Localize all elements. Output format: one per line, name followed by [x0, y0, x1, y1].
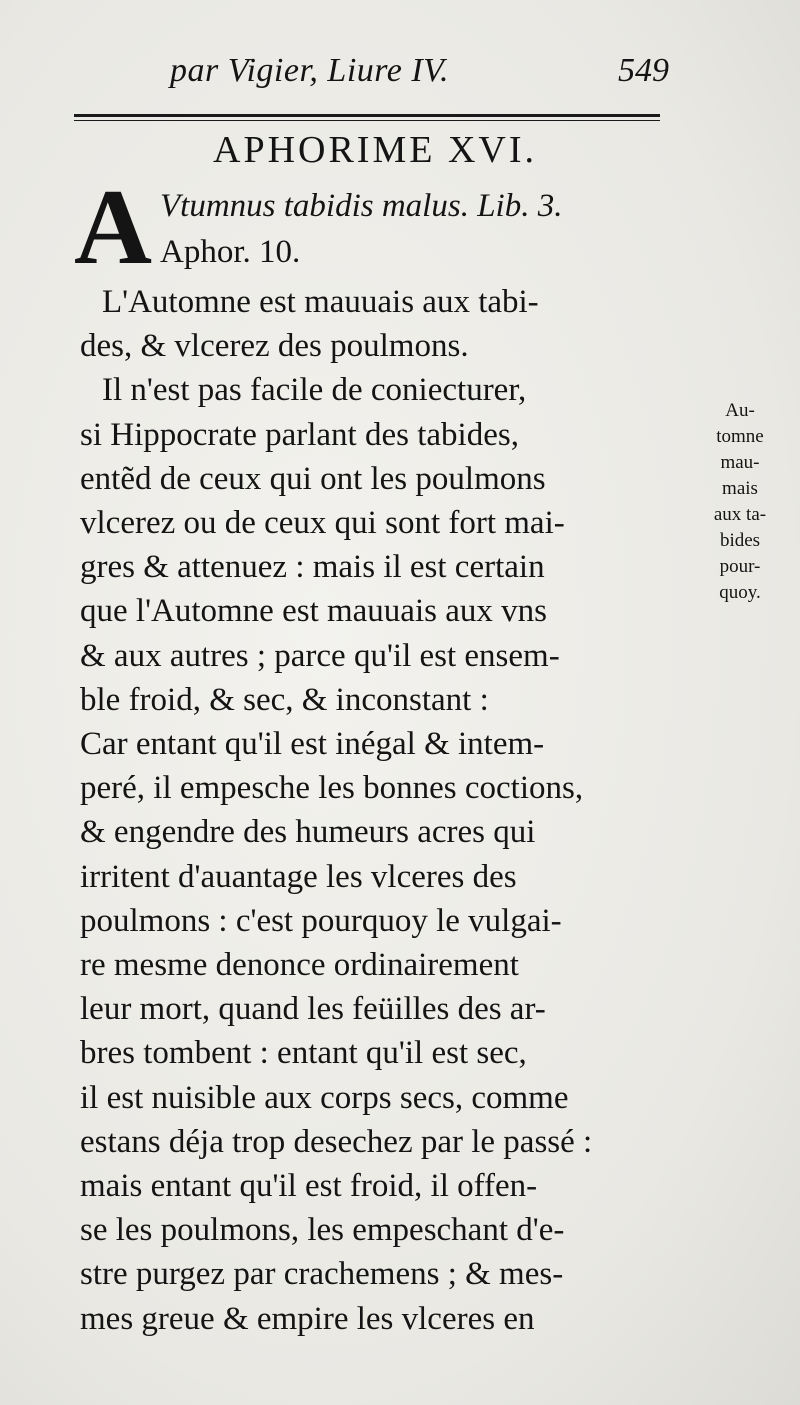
- header-rule: [74, 114, 660, 117]
- margin-note-line: mau-: [720, 452, 760, 473]
- margin-note-line: tomne: [716, 426, 764, 447]
- header-rule-thin: [74, 120, 660, 121]
- text-line: il est nuisible aux corps secs, comme: [80, 1079, 569, 1116]
- text-line: & engendre des humeurs acres qui: [80, 814, 536, 851]
- text-line: des, & vlcerez des poulmons.: [80, 328, 469, 365]
- text-line: Car entant qu'il est inégal & intem-: [80, 726, 545, 762]
- latin-line: Vtumnus tabidis malus. Lib. 3.: [160, 188, 563, 224]
- margin-note-line: bides: [719, 530, 761, 551]
- text-line: poulmons : c'est pourquoy le vulgai-: [80, 902, 562, 939]
- margin-note-line: mais: [722, 478, 758, 499]
- text-line: se les poulmons, les empeschant d'e-: [80, 1212, 565, 1249]
- text-line: stre purgez par crachemens ; & mes-: [80, 1256, 564, 1293]
- text-line: entẽd de ceux qui ont les poulmons: [80, 460, 546, 497]
- running-head: par Vigier, Liure IV.: [170, 52, 450, 89]
- margin-note: [690, 398, 790, 606]
- text-line: re mesme denonce ordinairement: [80, 947, 519, 983]
- text-line: Il n'est pas facile de coniecturer,: [102, 372, 527, 409]
- drop-cap: A: [74, 168, 152, 287]
- margin-note-line: Au-: [725, 400, 755, 421]
- margin-note-line: quoy.: [719, 582, 761, 603]
- page-number: 549: [618, 52, 669, 89]
- text-line: L'Automne est mauuais aux tabi-: [102, 284, 539, 320]
- text-line: bres tombent : entant qu'il est sec,: [80, 1035, 527, 1072]
- text-line: que l'Automne est mauuais aux vns: [80, 593, 547, 630]
- latin-line: Aphor. 10.: [160, 234, 301, 270]
- margin-note-line: pour-: [719, 556, 761, 577]
- text-line: gres & attenuez : mais il est certain: [80, 549, 545, 586]
- text-line: estans déja trop desechez par le passé :: [80, 1123, 593, 1160]
- text-line: si Hippocrate parlant des tabides,: [80, 416, 519, 453]
- text-line: vlcerez ou de ceux qui sont fort mai-: [80, 505, 565, 541]
- text-line: & aux autres ; parce qu'il est ensem-: [80, 637, 560, 674]
- text-line: mes greue & empire les vlceres en: [80, 1300, 535, 1337]
- text-line: peré, il empesche les bonnes coctions,: [80, 770, 584, 807]
- margin-note-line: aux ta-: [713, 504, 767, 525]
- aphorism-title: APHORIME XVI.: [213, 129, 537, 171]
- text-line: leur mort, quand les feüilles des ar-: [80, 991, 546, 1028]
- text-line: ble froid, & sec, & inconstant :: [80, 681, 489, 718]
- text-line: irritent d'auantage les vlceres des: [80, 858, 517, 895]
- text-line: mais entant qu'il est froid, il offen-: [80, 1168, 538, 1204]
